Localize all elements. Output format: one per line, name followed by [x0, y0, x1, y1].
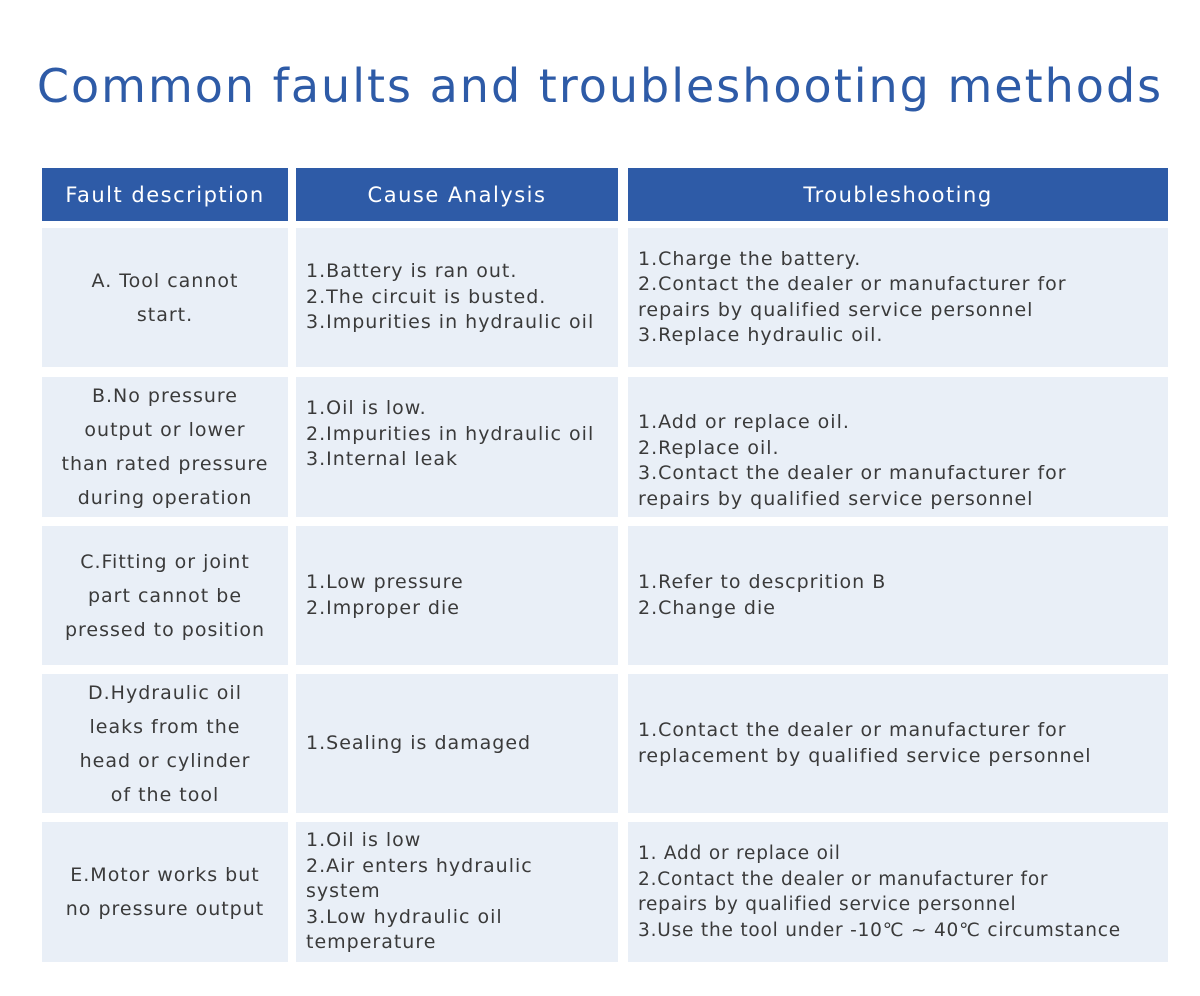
cause-line: 1.Oil is low.	[306, 397, 427, 419]
fault-line: part cannot be	[87, 584, 243, 607]
fault-line: leaks from the	[89, 715, 241, 738]
cause-cell-c	[296, 526, 618, 665]
solution-cell-b	[628, 377, 1168, 517]
fault-line: pressed to position	[64, 618, 266, 641]
solution-line: replacement by qualified service personnel	[638, 744, 1092, 767]
solution-line: 2.Replace oil.	[638, 436, 780, 459]
header-cause-analysis	[296, 168, 618, 221]
cause-line: 1.Low pressure	[306, 571, 464, 593]
fault-line: output or lower	[84, 419, 246, 441]
fault-cell-c	[42, 526, 288, 665]
header-label: Troubleshooting	[803, 182, 993, 207]
header-label: Fault description	[65, 182, 265, 207]
fault-cell-d	[42, 674, 288, 813]
solution-line: repairs by qualified service personnel	[638, 487, 1034, 510]
cause-line: 3.Impurities in hydraulic oil	[306, 311, 595, 334]
cause-line: 3.Low hydraulic oil	[306, 905, 503, 928]
fault-cell-b	[42, 377, 288, 517]
fault-line: A. Tool cannot	[91, 269, 239, 292]
header-troubleshooting	[628, 168, 1168, 221]
cause-cell-d	[296, 674, 618, 813]
solution-line: 1.Refer to descprition B	[638, 571, 887, 593]
solution-line: 2.Change die	[638, 596, 776, 619]
solution-line: 3.Contact the dealer or manufacturer for	[638, 462, 1067, 484]
page-title: Common faults and troubleshooting methods	[36, 59, 1164, 113]
fault-line: head or cylinder	[79, 749, 251, 772]
fault-line: of the tool	[110, 783, 220, 806]
fault-line: no pressure output	[65, 898, 265, 920]
cause-cell-e	[296, 822, 618, 962]
cause-line: system	[306, 880, 381, 903]
cause-cell-b	[296, 377, 618, 517]
cause-cell-a	[296, 228, 618, 367]
fault-line: than rated pressure	[61, 453, 269, 475]
solution-cell-d	[628, 674, 1168, 813]
cause-line: 2.The circuit is busted.	[306, 285, 547, 308]
fault-line: during operation	[77, 487, 253, 509]
fault-line: B.No pressure	[91, 385, 238, 407]
solution-line: 3.Replace hydraulic oil.	[638, 324, 884, 346]
header-label: Cause Analysis	[367, 182, 547, 207]
solution-line: repairs by qualified service personnel	[638, 298, 1034, 321]
solution-line: repairs by qualified service personnel	[638, 894, 1017, 915]
solution-cell-e	[628, 822, 1168, 962]
header-fault-description	[42, 168, 288, 221]
fault-line: E.Motor works but	[70, 864, 260, 886]
solution-cell-a	[628, 228, 1168, 367]
cause-line: 2.Air enters hydraulic	[306, 854, 533, 877]
fault-cell-e	[42, 822, 288, 962]
solution-line: 1.Contact the dealer or manufacturer for	[638, 719, 1067, 741]
solution-line: 3.Use the tool under -10℃ ~ 40℃ circumstance	[638, 919, 1121, 941]
fault-line: start.	[136, 303, 194, 326]
solution-cell-c	[628, 526, 1168, 665]
fault-line: C.Fitting or joint	[80, 550, 250, 573]
solution-line: 1. Add or replace oil	[638, 843, 841, 864]
solution-line: 1.Charge the battery.	[638, 247, 862, 270]
fault-line: D.Hydraulic oil	[88, 681, 242, 704]
cause-line: 1.Sealing is damaged	[306, 731, 532, 754]
cause-line: 3.Internal leak	[306, 448, 459, 470]
solution-line: 2.Contact the dealer or manufacturer for	[638, 273, 1067, 295]
fault-cell-a	[42, 228, 288, 367]
cause-line: temperature	[306, 931, 437, 954]
cause-line: 2.Impurities in hydraulic oil	[306, 422, 595, 445]
cause-line: 2.Improper die	[306, 596, 460, 619]
cause-line: 1.Battery is ran out.	[306, 260, 518, 283]
solution-line: 2.Contact the dealer or manufacturer for	[638, 868, 1049, 890]
solution-line: 1.Add or replace oil.	[638, 411, 850, 433]
cause-line: 1.Oil is low	[306, 829, 422, 852]
